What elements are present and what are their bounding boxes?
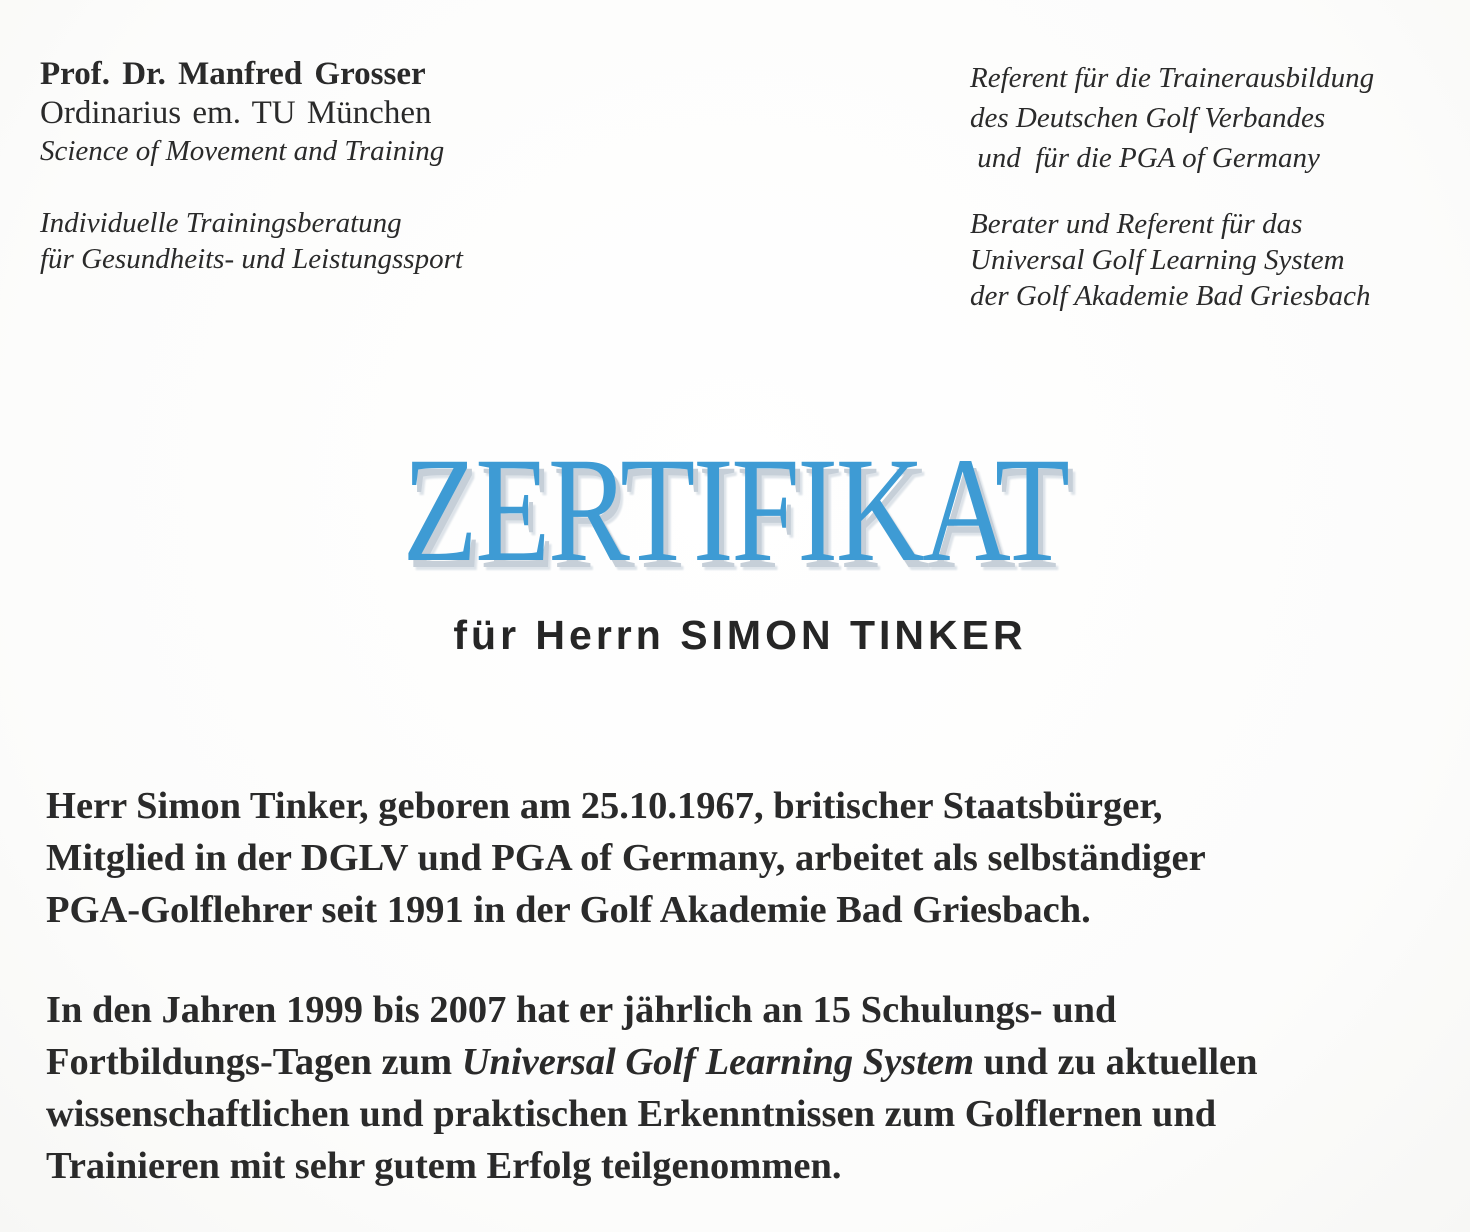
paragraph-line bbox=[46, 1036, 1446, 1088]
paragraph-line: In den Jahren 1999 bis 2007 hat er jährlich an 15 Schulungs- und bbox=[46, 989, 1117, 1031]
issuer-role-consultant bbox=[970, 206, 1460, 314]
issuer-role-line: Referent für die Trainerausbildung bbox=[970, 62, 1375, 94]
issuer-position: Ordinarius em. TU München bbox=[40, 95, 432, 131]
letterhead-left bbox=[40, 55, 600, 277]
issuer-service-line: Individuelle Trainingsberatung bbox=[40, 207, 402, 239]
issuer-role-line: des Deutschen Golf Verbandes bbox=[970, 102, 1326, 134]
issuer-role-line: Universal Golf Learning System bbox=[970, 244, 1345, 276]
paragraph-line: wissenschaftlichen und praktischen Erkenntnissen zum Golflernen und bbox=[46, 1093, 1217, 1135]
issuer-name: Prof. Dr. Manfred Grosser bbox=[40, 56, 426, 92]
issuer-role-trainer bbox=[970, 58, 1460, 178]
certificate-recipient: für Herrn SIMON TINKER bbox=[453, 612, 1027, 658]
paragraph-line: Trainieren mit sehr gutem Erfolg teilgenommen. bbox=[46, 1145, 842, 1187]
issuer-role-line: der Golf Akademie Bad Griesbach bbox=[970, 280, 1371, 312]
issuer-field: Science of Movement and Training bbox=[40, 135, 445, 167]
issuer-service-line: für Gesundheits- und Leistungssport bbox=[40, 243, 463, 275]
body-paragraph-2 bbox=[46, 984, 1446, 1192]
issuer-role-line: Berater und Referent für das bbox=[970, 208, 1303, 240]
paragraph-line: Mitglied in der DGLV und PGA of Germany, arbeitet als selbständiger bbox=[46, 837, 1206, 879]
program-name: Universal Golf Learning System bbox=[461, 1041, 975, 1083]
issuer-services bbox=[40, 205, 600, 277]
paragraph-line: PGA-Golflehrer seit 1991 in der Golf Akademie Bad Griesbach. bbox=[46, 889, 1091, 931]
issuer-role-line: und für die PGA of Germany bbox=[970, 142, 1320, 174]
certificate-title: ZERTIFIKAT bbox=[402, 427, 1068, 593]
letterhead-right bbox=[970, 58, 1460, 314]
paragraph-text: Fortbildungs-Tagen zum bbox=[46, 1041, 462, 1083]
paragraph-text: und zu aktuellen bbox=[974, 1041, 1258, 1083]
paragraph-line: Herr Simon Tinker, geboren am 25.10.1967, britischer Staatsbürger, bbox=[46, 785, 1163, 827]
body-paragraph-1 bbox=[46, 780, 1446, 936]
